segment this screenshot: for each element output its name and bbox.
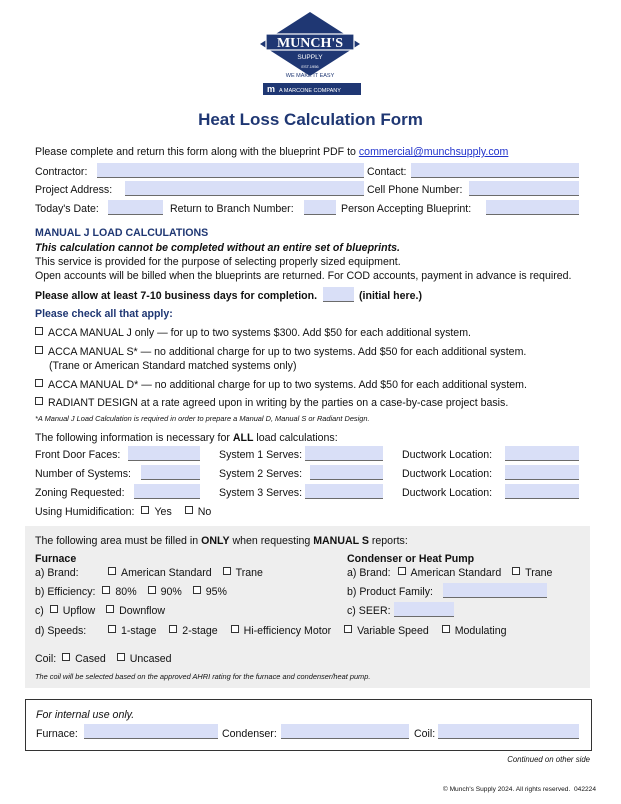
continued-note: Continued on other side (507, 755, 590, 764)
copyright: © Munch's Supply 2024. All rights reserved. 042224 (442, 786, 596, 793)
modulating-checkbox[interactable] (442, 625, 450, 633)
intro-text: Please complete and return this form along with the blueprint PDF to commercial@munchsupply.com (35, 146, 509, 158)
coil-row: Coil: Cased Uncased (35, 653, 172, 665)
seer-label: c) SEER: (347, 605, 391, 617)
svg-text:SUPPLY: SUPPLY (297, 54, 323, 61)
eff-80-checkbox[interactable] (102, 586, 110, 594)
system3-label: System 3 Serves: (219, 487, 303, 499)
internal-furnace-field[interactable] (84, 724, 218, 739)
eff-95-checkbox[interactable] (193, 586, 201, 594)
internal-condenser-field[interactable] (281, 724, 409, 739)
branch-label: Return to Branch Number: (170, 203, 294, 215)
condenser-trane-checkbox[interactable] (512, 567, 520, 575)
condenser-brand-row: a) Brand: American Standard Trane (347, 567, 553, 579)
humid-yes-checkbox[interactable] (141, 506, 149, 514)
variable-speed-checkbox[interactable] (344, 625, 352, 633)
option-manual-s[interactable]: ACCA MANUAL S* — no additional charge for up to two systems. Add $50 for each additional system. (35, 346, 526, 358)
coil-uncased-checkbox[interactable] (117, 653, 125, 661)
furnace-heading: Furnace (35, 553, 77, 565)
internal-condenser-label: Condenser: (222, 728, 277, 740)
logo-diamond-icon (256, 10, 364, 80)
ductwork3-field[interactable] (505, 484, 579, 499)
system2-field[interactable] (310, 465, 383, 480)
condenser-heading: Condenser or Heat Pump (347, 553, 475, 565)
check-all-heading: Please check all that apply: (35, 308, 173, 320)
hi-eff-motor-checkbox[interactable] (231, 625, 239, 633)
coil-note: The coil will be selected based on the approved AHRI rating for the furnace and condenser/heat pump. (35, 672, 371, 681)
cell-phone-label: Cell Phone Number: (367, 184, 463, 196)
checkbox[interactable] (35, 346, 43, 354)
internal-coil-field[interactable] (438, 724, 579, 739)
internal-furnace-label: Furnace: (36, 728, 78, 740)
contact-label: Contact: (367, 166, 407, 178)
cell-phone-field[interactable] (469, 181, 579, 196)
speed-2stage-checkbox[interactable] (169, 625, 177, 633)
option-manual-j[interactable]: ACCA MANUAL J only — for up to two systems $300. Add $50 for each additional system. (35, 327, 471, 339)
checkbox[interactable] (35, 327, 43, 335)
internal-heading: For internal use only. (36, 709, 135, 721)
person-accepting-label: Person Accepting Blueprint: (341, 203, 472, 215)
system3-field[interactable] (305, 484, 383, 499)
flow-row: c) Upflow Downflow (35, 605, 166, 617)
internal-coil-label: Coil: (414, 728, 436, 740)
efficiency-row: b) Efficiency: 80% 90% 95% (35, 586, 227, 598)
seer-field[interactable] (394, 602, 454, 617)
zoning-label: Zoning Requested: (35, 487, 125, 499)
svg-text:EST.1956: EST.1956 (301, 64, 319, 69)
ductwork2-label: Ductwork Location: (402, 468, 493, 480)
upflow-checkbox[interactable] (50, 605, 58, 613)
manual-s-intro: The following area must be filled in ONLY when requesting MANUAL S reports: (35, 535, 408, 547)
load-info-intro: The following information is necessary for ALL load calculations: (35, 432, 338, 444)
option-manual-s-note: (Trane or American Standard matched systems only) (49, 360, 297, 372)
contact-field[interactable] (411, 163, 579, 178)
allow-text: Please allow at least 7-10 business days for completion. (35, 290, 318, 302)
logo-tagline: WE MAKE IT EASY (285, 73, 335, 79)
downflow-checkbox[interactable] (106, 605, 114, 613)
speed-1stage-checkbox[interactable] (108, 625, 116, 633)
svg-text:MUNCH'S: MUNCH'S (276, 36, 344, 51)
date-field[interactable] (108, 200, 163, 215)
ductwork1-label: Ductwork Location: (402, 449, 493, 461)
logo (256, 10, 364, 98)
contractor-label: Contractor: (35, 166, 88, 178)
page-title: Heat Loss Calculation Form (198, 110, 423, 129)
product-family-field[interactable] (443, 583, 547, 598)
furnace-american-standard-checkbox[interactable] (108, 567, 116, 575)
email-link[interactable]: commercial@munchsupply.com (358, 146, 509, 158)
product-family-label: b) Product Family: (347, 586, 433, 598)
project-address-label: Project Address: (35, 184, 113, 196)
speeds-label: d) Speeds: (35, 625, 87, 637)
checkbox[interactable] (35, 397, 43, 405)
front-door-field[interactable] (128, 446, 200, 461)
furnace-trane-checkbox[interactable] (223, 567, 231, 575)
system2-label: System 2 Serves: (219, 468, 303, 480)
coil-cased-checkbox[interactable] (62, 653, 70, 661)
manual-footnote: *A Manual J Load Calculation is required in order to prepare a Manual D, Manual S or Radiant Design. (35, 414, 370, 423)
branch-field[interactable] (304, 200, 336, 215)
num-systems-field[interactable] (141, 465, 200, 480)
person-accepting-field[interactable] (486, 200, 579, 215)
speeds-options: 1-stage 2-stage Hi-efficiency Motor Variable Speed Modulating (108, 625, 507, 637)
contractor-field[interactable] (97, 163, 364, 178)
front-door-label: Front Door Faces: (35, 449, 121, 461)
initial-label: (initial here.) (359, 290, 422, 302)
blueprint-warning: This calculation cannot be completed without an entire set of blueprints. (35, 242, 400, 254)
ductwork2-field[interactable] (505, 465, 579, 480)
num-systems-label: Number of Systems: (35, 468, 131, 480)
condenser-american-standard-checkbox[interactable] (398, 567, 406, 575)
ductwork3-label: Ductwork Location: (402, 487, 493, 499)
service-text: This service is provided for the purpose of selecting properly sized equipment. (35, 256, 401, 268)
zoning-field[interactable] (134, 484, 200, 499)
furnace-brand-options: American Standard Trane (108, 567, 263, 579)
date-label: Today's Date: (35, 203, 99, 215)
humidification-row: Using Humidification: Yes No (35, 506, 212, 518)
project-address-field[interactable] (125, 181, 364, 196)
marcone-badge: m A MARCONE COMPANY (263, 83, 361, 95)
option-manual-d[interactable]: ACCA MANUAL D* — no additional charge for up to two systems. Add $50 for each additional system. (35, 379, 527, 391)
system1-field[interactable] (305, 446, 383, 461)
billing-text: Open accounts will be billed when the blueprints are returned. For COD accounts, payment in advance is required. (35, 270, 572, 282)
initial-field[interactable] (323, 287, 354, 302)
ductwork1-field[interactable] (505, 446, 579, 461)
humid-no-checkbox[interactable] (185, 506, 193, 514)
option-radiant[interactable]: RADIANT DESIGN at a rate agreed upon in writing by the parties on a case-by-case project basis. (35, 397, 508, 409)
system1-label: System 1 Serves: (219, 449, 303, 461)
eff-90-checkbox[interactable] (148, 586, 156, 594)
furnace-brand-label: a) Brand: (35, 567, 79, 579)
manual-j-heading: MANUAL J LOAD CALCULATIONS (35, 227, 209, 239)
checkbox[interactable] (35, 379, 43, 387)
